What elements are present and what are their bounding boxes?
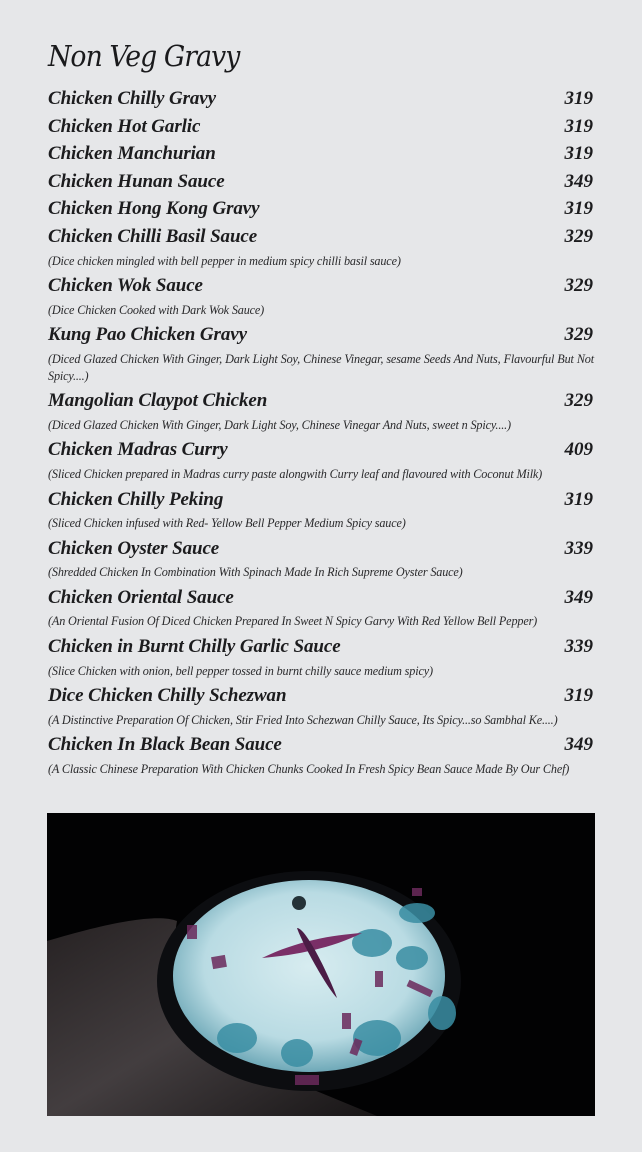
item-name: Chicken In Black Bean Sauce [48,734,282,756]
menu-item [48,486,594,532]
item-price: 319 [564,115,593,137]
menu-item [48,195,594,223]
item-price: 319 [564,88,593,109]
item-name: Chicken Madras Curry [48,439,228,461]
item-price: 329 [564,275,593,297]
menu-item [48,682,594,728]
item-name: Dice Chicken Chilly Schezwan [48,685,287,707]
item-price: 329 [564,225,593,247]
item-name: Chicken Chilli Basil Sauce [48,225,258,247]
item-name: Chicken Manchurian [48,143,216,165]
item-name: Chicken Hong Kong Gravy [48,198,260,220]
menu-item [48,535,594,581]
item-name: Kung Pao Chicken Gravy [48,324,247,346]
menu-item [48,85,594,113]
item-name: Chicken Chilly Peking [48,488,224,510]
menu-item [48,436,594,482]
item-name: Chicken Chilly Gravy [48,88,216,109]
menu-item [48,633,594,679]
item-name: Chicken in Burnt Chilly Garlic Sauce [48,636,341,658]
item-description: (Diced Glazed Chicken With Ginger, Dark Light Soy, Chinese Vinegar, sesame Seeds And Nuts, Flavourful But Not Spicy....) [48,351,594,383]
menu-item [48,387,594,433]
item-price: 329 [564,324,593,346]
item-name: Chicken Hot Garlic [48,115,201,137]
section-title: Non Veg Gravy [48,39,240,73]
item-description: (A Classic Chinese Preparation With Chicken Chunks Cooked In Fresh Spicy Bean Sauce Made By Our Chef) [48,762,570,777]
item-description: (Sliced Chicken infused with Red- Yellow Bell Pepper Medium Spicy sauce) [48,516,406,531]
menu-item [48,321,594,384]
dish-photo [47,813,595,1116]
item-price: 409 [564,439,593,461]
menu-item [48,168,594,196]
item-price: 329 [564,390,593,412]
menu-item [48,272,594,318]
item-price: 339 [564,537,593,559]
item-price: 349 [564,586,593,608]
item-description: (Dice Chicken Cooked with Dark Wok Sauce) [48,302,265,317]
item-name: Chicken Hunan Sauce [48,170,225,192]
item-price: 319 [564,488,593,510]
item-description: (Shredded Chicken In Combination With Spinach Made In Rich Supreme Oyster Sauce) [48,565,463,580]
item-name: Mangolian Claypot Chicken [48,390,268,412]
item-price: 319 [564,143,593,165]
item-price: 339 [564,636,593,658]
menu-list [48,85,594,781]
item-description: (Dice chicken mingled with bell pepper in medium spicy chilli basil sauce) [48,253,401,268]
item-price: 349 [564,734,593,756]
item-description: (A Distinctive Preparation Of Chicken, Stir Fried Into Schezwan Chilly Sauce, Its Spicy...so Sambhal Ke....) [48,712,558,727]
item-price: 349 [564,170,593,192]
item-price: 319 [564,685,593,707]
item-price: 319 [564,198,593,220]
item-description: (Diced Glazed Chicken With Ginger, Dark Light Soy, Chinese Vinegar And Nuts, sweet n Spicy....) [48,417,511,432]
item-description: (An Oriental Fusion Of Diced Chicken Prepared In Sweet N Spicy Garvy With Red Yellow Bell Pepper) [48,614,538,629]
item-name: Chicken Oyster Sauce [48,537,220,559]
menu-item [48,731,594,777]
menu-item [48,584,594,630]
menu-item [48,223,594,269]
item-description: (Sliced Chicken prepared in Madras curry paste alongwith Curry leaf and flavoured with Coconut Milk) [48,466,543,481]
item-name: Chicken Wok Sauce [48,275,203,297]
menu-item [48,113,594,141]
item-name: Chicken Oriental Sauce [48,586,234,608]
item-description: (Slice Chicken with onion, bell pepper tossed in burnt chilly sauce medium spicy) [48,663,433,678]
menu-item [48,140,594,168]
